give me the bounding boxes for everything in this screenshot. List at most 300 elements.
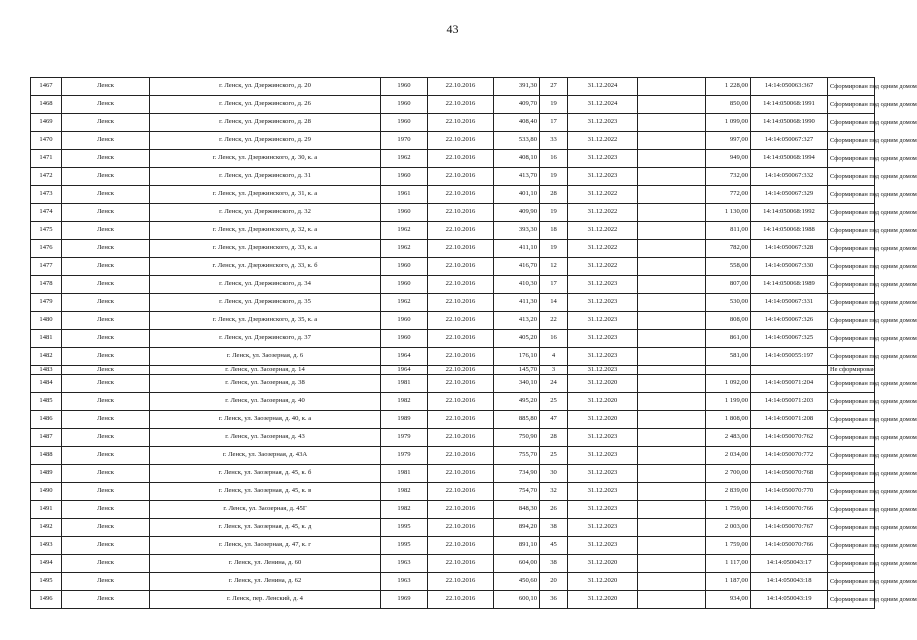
land-area-cell: 997,00 xyxy=(706,132,751,150)
row-number-cell: 1496 xyxy=(31,591,62,609)
residents-count-cell: 24 xyxy=(540,375,568,393)
planned-date-cell: 31.12.2020 xyxy=(568,411,638,429)
address-cell: г. Ленск, ул. Дзержинского, д. 28 xyxy=(150,114,381,132)
registration-date-cell: 22.10.2016 xyxy=(428,330,494,348)
planned-date-cell: 31.12.2023 xyxy=(568,519,638,537)
land-area-cell: 2 700,00 xyxy=(706,465,751,483)
residents-count-cell: 19 xyxy=(540,168,568,186)
empty-cell xyxy=(638,258,706,276)
table-body xyxy=(31,78,917,609)
residents-count-cell: 25 xyxy=(540,393,568,411)
area-cell: 393,30 xyxy=(494,222,540,240)
planned-date-cell: 31.12.2020 xyxy=(568,555,638,573)
row-number-cell: 1475 xyxy=(31,222,62,240)
cadastral-number-cell: 14:14:050070:767 xyxy=(751,519,828,537)
address-cell: г. Ленск, ул. Заозерная, д. 43 xyxy=(150,429,381,447)
area-cell: 176,10 xyxy=(494,348,540,366)
row-number-cell: 1483 xyxy=(31,366,62,375)
residents-count-cell: 17 xyxy=(540,114,568,132)
land-area-cell: 807,00 xyxy=(706,276,751,294)
table-row xyxy=(31,132,875,150)
city-cell: Ленск xyxy=(62,429,150,447)
address-cell: г. Ленск, ул. Заозерная, д. 43А xyxy=(150,447,381,465)
year-built-cell: 1960 xyxy=(381,114,428,132)
row-number-cell: 1494 xyxy=(31,555,62,573)
city-cell: Ленск xyxy=(62,330,150,348)
page-number: 43 xyxy=(446,22,459,36)
area-cell: 411,30 xyxy=(494,294,540,312)
planned-date-cell: 31.12.2023 xyxy=(568,465,638,483)
planned-date-cell: 31.12.2024 xyxy=(568,96,638,114)
empty-cell xyxy=(638,150,706,168)
year-built-cell: 1964 xyxy=(381,366,428,375)
area-cell: 600,10 xyxy=(494,591,540,609)
land-area-cell: 2 003,00 xyxy=(706,519,751,537)
city-cell: Ленск xyxy=(62,465,150,483)
area-cell: 409,90 xyxy=(494,204,540,222)
registration-date-cell: 22.10.2016 xyxy=(428,204,494,222)
row-number-cell: 1491 xyxy=(31,501,62,519)
registration-date-cell: 22.10.2016 xyxy=(428,573,494,591)
address-cell: г. Ленск, ул. Ленина, д. 60 xyxy=(150,555,381,573)
residents-count-cell: 22 xyxy=(540,312,568,330)
land-status-cell: Сформирован под одним домом xyxy=(828,96,875,114)
address-cell: г. Ленск, ул. Дзержинского, д. 37 xyxy=(150,330,381,348)
table-row xyxy=(31,114,875,132)
planned-date-cell: 31.12.2023 xyxy=(568,168,638,186)
land-status-cell: Сформирован под одним домом xyxy=(828,411,875,429)
address-cell: г. Ленск, ул. Дзержинского, д. 26 xyxy=(150,96,381,114)
table-row xyxy=(31,96,875,114)
land-status-cell: Сформирован под одним домом xyxy=(828,222,875,240)
land-area-cell: 850,00 xyxy=(706,96,751,114)
table-row xyxy=(31,591,875,609)
city-cell: Ленск xyxy=(62,366,150,375)
planned-date-cell: 31.12.2023 xyxy=(568,348,638,366)
land-status-cell: Сформирован под одним домом xyxy=(828,150,875,168)
empty-cell xyxy=(638,555,706,573)
land-area-cell: 1 199,00 xyxy=(706,393,751,411)
land-area-cell xyxy=(706,366,751,375)
city-cell: Ленск xyxy=(62,375,150,393)
year-built-cell: 1969 xyxy=(381,591,428,609)
row-number-cell: 1488 xyxy=(31,447,62,465)
address-cell: г. Ленск, ул. Заозерная, д. 45Г xyxy=(150,501,381,519)
land-status-cell: Сформирован под одним домом xyxy=(828,483,875,501)
cadastral-number-cell: 14:14:050068:1989 xyxy=(751,276,828,294)
city-cell: Ленск xyxy=(62,222,150,240)
table-row xyxy=(31,204,875,222)
land-status-cell: Сформирован под одним домом xyxy=(828,537,875,555)
land-area-cell: 861,00 xyxy=(706,330,751,348)
area-cell: 405,20 xyxy=(494,330,540,348)
row-number-cell: 1480 xyxy=(31,312,62,330)
land-status-cell: Сформирован под одним домом xyxy=(828,591,875,609)
registration-date-cell: 22.10.2016 xyxy=(428,501,494,519)
table-row xyxy=(31,258,875,276)
residents-count-cell: 30 xyxy=(540,465,568,483)
area-cell: 885,80 xyxy=(494,411,540,429)
land-status-cell: Сформирован под одним домом xyxy=(828,573,875,591)
table-row xyxy=(31,294,875,312)
land-area-cell: 1 808,00 xyxy=(706,411,751,429)
land-status-cell: Сформирован под одним домом xyxy=(828,294,875,312)
table-row xyxy=(31,429,875,447)
registration-date-cell: 22.10.2016 xyxy=(428,429,494,447)
address-cell: г. Ленск, ул. Дзержинского, д. 33, к. б xyxy=(150,258,381,276)
address-cell: г. Ленск, ул. Ленина, д. 62 xyxy=(150,573,381,591)
row-number-cell: 1485 xyxy=(31,393,62,411)
year-built-cell: 1960 xyxy=(381,276,428,294)
address-cell: г. Ленск, ул. Заозерная, д. 47, к. г xyxy=(150,537,381,555)
empty-cell xyxy=(638,276,706,294)
cadastral-number-cell: 14:14:050067:325 xyxy=(751,330,828,348)
registration-date-cell: 22.10.2016 xyxy=(428,294,494,312)
city-cell: Ленск xyxy=(62,294,150,312)
table-row xyxy=(31,537,875,555)
registration-date-cell: 22.10.2016 xyxy=(428,366,494,375)
residents-count-cell: 28 xyxy=(540,186,568,204)
empty-cell xyxy=(638,348,706,366)
city-cell: Ленск xyxy=(62,555,150,573)
residents-count-cell: 38 xyxy=(540,555,568,573)
year-built-cell: 1981 xyxy=(381,375,428,393)
address-cell: г. Ленск, ул. Дзержинского, д. 32 xyxy=(150,204,381,222)
row-number-cell: 1471 xyxy=(31,150,62,168)
empty-cell xyxy=(638,204,706,222)
registration-date-cell: 22.10.2016 xyxy=(428,132,494,150)
address-cell: г. Ленск, ул. Заозерная, д. 40 xyxy=(150,393,381,411)
year-built-cell: 1960 xyxy=(381,168,428,186)
registration-date-cell: 22.10.2016 xyxy=(428,519,494,537)
empty-cell xyxy=(638,573,706,591)
planned-date-cell: 31.12.2023 xyxy=(568,447,638,465)
cadastral-number-cell: 14:14:050043:19 xyxy=(751,591,828,609)
residents-count-cell: 38 xyxy=(540,519,568,537)
cadastral-number-cell: 14:14:050070:768 xyxy=(751,465,828,483)
empty-cell xyxy=(638,447,706,465)
address-cell: г. Ленск, ул. Заозерная, д. 45, к. в xyxy=(150,483,381,501)
area-cell: 891,10 xyxy=(494,537,540,555)
year-built-cell: 1960 xyxy=(381,330,428,348)
table-row xyxy=(31,519,875,537)
registration-date-cell: 22.10.2016 xyxy=(428,591,494,609)
cadastral-number-cell: 14:14:050070:762 xyxy=(751,429,828,447)
table-row xyxy=(31,348,875,366)
empty-cell xyxy=(638,312,706,330)
land-status-cell: Сформирован под одним домом xyxy=(828,240,875,258)
address-cell: г. Ленск, ул. Заозерная, д. 14 xyxy=(150,366,381,375)
address-cell: г. Ленск, ул. Заозерная, д. 6 xyxy=(150,348,381,366)
table-row xyxy=(31,330,875,348)
planned-date-cell: 31.12.2020 xyxy=(568,591,638,609)
city-cell: Ленск xyxy=(62,591,150,609)
residents-count-cell: 19 xyxy=(540,204,568,222)
city-cell: Ленск xyxy=(62,132,150,150)
city-cell: Ленск xyxy=(62,393,150,411)
registration-date-cell: 22.10.2016 xyxy=(428,483,494,501)
land-status-cell: Сформирован под одним домом xyxy=(828,114,875,132)
planned-date-cell: 31.12.2023 xyxy=(568,114,638,132)
cadastral-number-cell: 14:14:050070:766 xyxy=(751,501,828,519)
row-number-cell: 1467 xyxy=(31,78,62,96)
land-area-cell: 1 759,00 xyxy=(706,501,751,519)
area-cell: 410,30 xyxy=(494,276,540,294)
cadastral-number-cell: 14:14:050043:17 xyxy=(751,555,828,573)
row-number-cell: 1495 xyxy=(31,573,62,591)
cadastral-number-cell: 14:14:050071:203 xyxy=(751,393,828,411)
empty-cell xyxy=(638,240,706,258)
planned-date-cell: 31.12.2023 xyxy=(568,312,638,330)
address-cell: г. Ленск, ул. Дзержинского, д. 35 xyxy=(150,294,381,312)
land-area-cell: 1 092,00 xyxy=(706,375,751,393)
cadastral-number-cell: 14:14:050043:18 xyxy=(751,573,828,591)
city-cell: Ленск xyxy=(62,276,150,294)
planned-date-cell: 31.12.2023 xyxy=(568,276,638,294)
land-area-cell: 811,00 xyxy=(706,222,751,240)
land-status-cell: Сформирован под одним домом xyxy=(828,312,875,330)
city-cell: Ленск xyxy=(62,519,150,537)
city-cell: Ленск xyxy=(62,312,150,330)
land-status-cell: Сформирован под одним домом xyxy=(828,204,875,222)
city-cell: Ленск xyxy=(62,501,150,519)
cadastral-number-cell: 14:14:050070:766 xyxy=(751,537,828,555)
land-status-cell: Сформирован под одним домом xyxy=(828,393,875,411)
address-cell: г. Ленск, ул. Дзержинского, д. 31, к. а xyxy=(150,186,381,204)
residents-count-cell: 14 xyxy=(540,294,568,312)
year-built-cell: 1960 xyxy=(381,204,428,222)
residents-count-cell: 3 xyxy=(540,366,568,375)
cadastral-number-cell: 14:14:050067:331 xyxy=(751,294,828,312)
registration-date-cell: 22.10.2016 xyxy=(428,114,494,132)
land-status-cell: Не сформирован xyxy=(828,366,875,375)
residents-count-cell: 26 xyxy=(540,501,568,519)
table-row xyxy=(31,222,875,240)
cadastral-number-cell: 14:14:050068:1988 xyxy=(751,222,828,240)
land-status-cell: Сформирован под одним домом xyxy=(828,555,875,573)
area-cell: 416,70 xyxy=(494,258,540,276)
residents-count-cell: 19 xyxy=(540,96,568,114)
row-number-cell: 1470 xyxy=(31,132,62,150)
row-number-cell: 1474 xyxy=(31,204,62,222)
address-cell: г. Ленск, ул. Заозерная, д. 38 xyxy=(150,375,381,393)
land-area-cell: 530,00 xyxy=(706,294,751,312)
empty-cell xyxy=(638,411,706,429)
registration-date-cell: 22.10.2016 xyxy=(428,312,494,330)
table-row xyxy=(31,393,875,411)
table-row xyxy=(31,276,875,294)
empty-cell xyxy=(638,222,706,240)
cadastral-number-cell: 14:14:050068:1994 xyxy=(751,150,828,168)
area-cell: 391,30 xyxy=(494,78,540,96)
land-area-cell: 949,00 xyxy=(706,150,751,168)
empty-cell xyxy=(638,366,706,375)
land-status-cell: Сформирован под одним домом xyxy=(828,465,875,483)
row-number-cell: 1478 xyxy=(31,276,62,294)
land-status-cell: Сформирован под одним домом xyxy=(828,501,875,519)
registration-date-cell: 22.10.2016 xyxy=(428,447,494,465)
cadastral-number-cell: 14:14:050070:772 xyxy=(751,447,828,465)
residents-count-cell: 45 xyxy=(540,537,568,555)
planned-date-cell: 31.12.2023 xyxy=(568,429,638,447)
row-number-cell: 1473 xyxy=(31,186,62,204)
planned-date-cell: 31.12.2023 xyxy=(568,483,638,501)
residents-count-cell: 4 xyxy=(540,348,568,366)
cadastral-number-cell xyxy=(751,366,828,375)
empty-cell xyxy=(638,483,706,501)
registration-date-cell: 22.10.2016 xyxy=(428,375,494,393)
row-number-cell: 1479 xyxy=(31,294,62,312)
city-cell: Ленск xyxy=(62,573,150,591)
address-cell: г. Ленск, ул. Дзержинского, д. 30, к. а xyxy=(150,150,381,168)
table-row xyxy=(31,411,875,429)
address-cell: г. Ленск, ул. Дзержинского, д. 34 xyxy=(150,276,381,294)
table-row xyxy=(31,366,875,375)
area-cell: 848,30 xyxy=(494,501,540,519)
empty-cell xyxy=(638,501,706,519)
registration-date-cell: 22.10.2016 xyxy=(428,537,494,555)
land-area-cell: 1 117,00 xyxy=(706,555,751,573)
row-number-cell: 1476 xyxy=(31,240,62,258)
table-row xyxy=(31,483,875,501)
year-built-cell: 1995 xyxy=(381,519,428,537)
city-cell: Ленск xyxy=(62,186,150,204)
address-cell: г. Ленск, ул. Дзержинского, д. 35, к. а xyxy=(150,312,381,330)
year-built-cell: 1970 xyxy=(381,132,428,150)
residents-count-cell: 16 xyxy=(540,150,568,168)
row-number-cell: 1486 xyxy=(31,411,62,429)
residents-count-cell: 18 xyxy=(540,222,568,240)
planned-date-cell: 31.12.2020 xyxy=(568,573,638,591)
city-cell: Ленск xyxy=(62,258,150,276)
table-row xyxy=(31,312,875,330)
residents-count-cell: 19 xyxy=(540,240,568,258)
planned-date-cell: 31.12.2022 xyxy=(568,204,638,222)
address-cell: г. Ленск, пер. Ленский, д. 4 xyxy=(150,591,381,609)
area-cell: 408,40 xyxy=(494,114,540,132)
area-cell: 450,60 xyxy=(494,573,540,591)
city-cell: Ленск xyxy=(62,78,150,96)
registration-date-cell: 22.10.2016 xyxy=(428,555,494,573)
year-built-cell: 1979 xyxy=(381,447,428,465)
row-number-cell: 1469 xyxy=(31,114,62,132)
year-built-cell: 1964 xyxy=(381,348,428,366)
registration-date-cell: 22.10.2016 xyxy=(428,240,494,258)
cadastral-number-cell: 14:14:050070:770 xyxy=(751,483,828,501)
cadastral-number-cell: 14:14:050067:329 xyxy=(751,186,828,204)
empty-cell xyxy=(638,465,706,483)
table-row xyxy=(31,555,875,573)
area-cell: 604,00 xyxy=(494,555,540,573)
city-cell: Ленск xyxy=(62,114,150,132)
housing-registry-table xyxy=(30,77,917,609)
city-cell: Ленск xyxy=(62,447,150,465)
area-cell: 894,20 xyxy=(494,519,540,537)
year-built-cell: 1982 xyxy=(381,393,428,411)
registration-date-cell: 22.10.2016 xyxy=(428,150,494,168)
land-area-cell: 808,00 xyxy=(706,312,751,330)
land-area-cell: 1 099,00 xyxy=(706,114,751,132)
city-cell: Ленск xyxy=(62,411,150,429)
row-number-cell: 1487 xyxy=(31,429,62,447)
empty-cell xyxy=(638,132,706,150)
address-cell: г. Ленск, ул. Дзержинского, д. 29 xyxy=(150,132,381,150)
cadastral-number-cell: 14:14:050067:332 xyxy=(751,168,828,186)
planned-date-cell: 31.12.2023 xyxy=(568,537,638,555)
table-row xyxy=(31,375,875,393)
area-cell: 495,20 xyxy=(494,393,540,411)
residents-count-cell: 17 xyxy=(540,276,568,294)
year-built-cell: 1982 xyxy=(381,483,428,501)
address-cell: г. Ленск, ул. Заозерная, д. 40, к. а xyxy=(150,411,381,429)
cadastral-number-cell: 14:14:050067:326 xyxy=(751,312,828,330)
planned-date-cell: 31.12.2022 xyxy=(568,132,638,150)
table-row xyxy=(31,465,875,483)
table-row xyxy=(31,501,875,519)
registration-date-cell: 22.10.2016 xyxy=(428,393,494,411)
row-number-cell: 1492 xyxy=(31,519,62,537)
registration-date-cell: 22.10.2016 xyxy=(428,78,494,96)
planned-date-cell: 31.12.2023 xyxy=(568,366,638,375)
land-area-cell: 2 483,00 xyxy=(706,429,751,447)
empty-cell xyxy=(638,375,706,393)
land-status-cell: Сформирован под одним домом xyxy=(828,348,875,366)
land-status-cell: Сформирован под одним домом xyxy=(828,330,875,348)
land-area-cell: 558,00 xyxy=(706,258,751,276)
empty-cell xyxy=(638,294,706,312)
planned-date-cell: 31.12.2022 xyxy=(568,240,638,258)
year-built-cell: 1963 xyxy=(381,555,428,573)
residents-count-cell: 25 xyxy=(540,447,568,465)
cadastral-number-cell: 14:14:050071:204 xyxy=(751,375,828,393)
city-cell: Ленск xyxy=(62,204,150,222)
row-number-cell: 1489 xyxy=(31,465,62,483)
city-cell: Ленск xyxy=(62,96,150,114)
residents-count-cell: 28 xyxy=(540,429,568,447)
residents-count-cell: 36 xyxy=(540,591,568,609)
registration-date-cell: 22.10.2016 xyxy=(428,465,494,483)
residents-count-cell: 12 xyxy=(540,258,568,276)
year-built-cell: 1960 xyxy=(381,78,428,96)
registration-date-cell: 22.10.2016 xyxy=(428,258,494,276)
year-built-cell: 1981 xyxy=(381,465,428,483)
cadastral-number-cell: 14:14:050068:1991 xyxy=(751,96,828,114)
land-status-cell: Сформирован под одним домом xyxy=(828,78,875,96)
empty-cell xyxy=(638,537,706,555)
address-cell: г. Ленск, ул. Дзержинского, д. 31 xyxy=(150,168,381,186)
cadastral-number-cell: 14:14:050068:1990 xyxy=(751,114,828,132)
empty-cell xyxy=(638,393,706,411)
city-cell: Ленск xyxy=(62,348,150,366)
empty-cell xyxy=(638,168,706,186)
planned-date-cell: 31.12.2023 xyxy=(568,330,638,348)
year-built-cell: 1960 xyxy=(381,312,428,330)
year-built-cell: 1989 xyxy=(381,411,428,429)
cadastral-number-cell: 14:14:050067:330 xyxy=(751,258,828,276)
land-area-cell: 1 759,00 xyxy=(706,537,751,555)
area-cell: 340,10 xyxy=(494,375,540,393)
address-cell: г. Ленск, ул. Дзержинского, д. 20 xyxy=(150,78,381,96)
registration-date-cell: 22.10.2016 xyxy=(428,222,494,240)
empty-cell xyxy=(638,519,706,537)
year-built-cell: 1961 xyxy=(381,186,428,204)
empty-cell xyxy=(638,429,706,447)
address-cell: г. Ленск, ул. Дзержинского, д. 32, к. а xyxy=(150,222,381,240)
table-row xyxy=(31,573,875,591)
year-built-cell: 1962 xyxy=(381,240,428,258)
planned-date-cell: 31.12.2020 xyxy=(568,393,638,411)
row-number-cell: 1468 xyxy=(31,96,62,114)
